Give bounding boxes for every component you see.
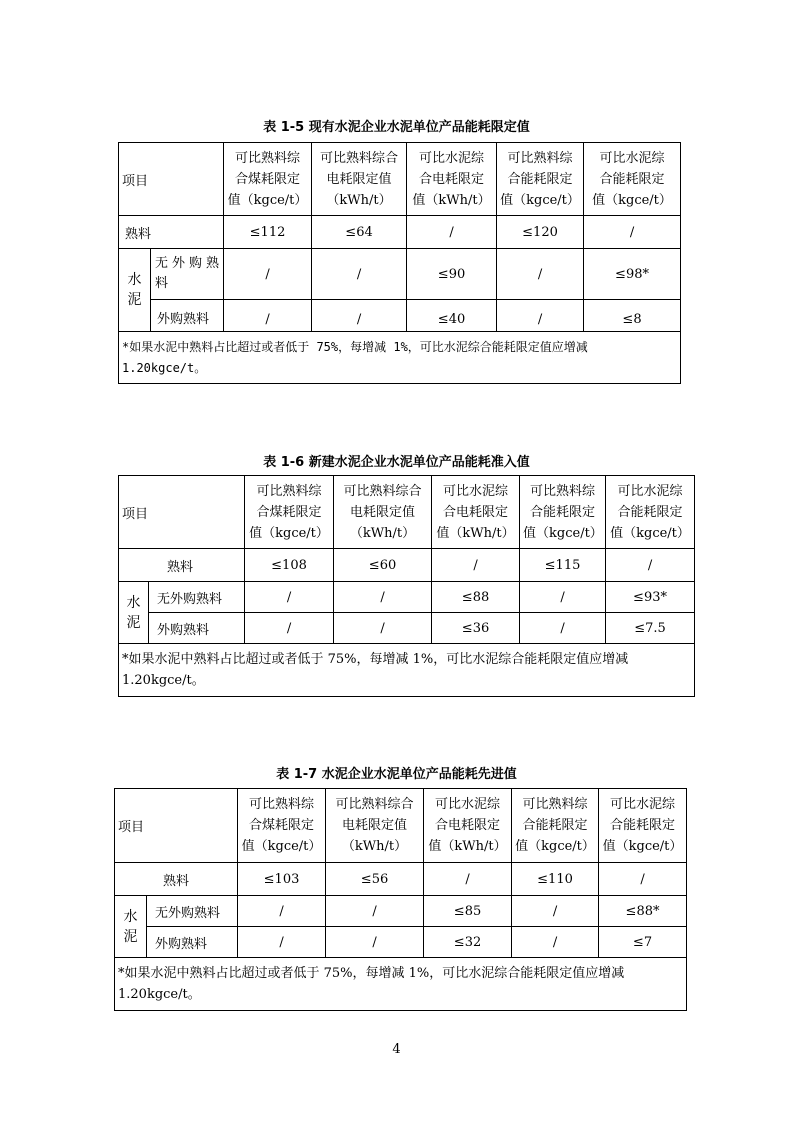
header-cell: 可比水泥综 合能耗限定 值（kgce/t）	[584, 143, 681, 216]
header-cell: 可比熟料综 合煤耗限定 值（kgce/t）	[238, 789, 326, 863]
row-label-no-purchased-clinker: 无外购熟料	[149, 582, 245, 613]
value-cell: ≤103	[238, 863, 326, 896]
row-label-clinker: 熟料	[119, 216, 224, 249]
value-cell: ≤7.5	[606, 613, 695, 644]
value-cell: ≤88	[432, 582, 520, 613]
page-number: 4	[392, 1042, 401, 1057]
value-cell: ≤64	[312, 216, 407, 249]
value-cell: ≤98*	[584, 249, 681, 300]
value-cell: /	[424, 863, 512, 896]
row-label-purchased-clinker: 外购熟料	[147, 927, 238, 958]
value-cell: ≤56	[326, 863, 424, 896]
value-cell: /	[599, 863, 687, 896]
table-caption: 表 1-5 现有水泥企业水泥单位产品能耗限定值	[263, 120, 530, 135]
energy-table	[118, 142, 681, 384]
table-caption: 表 1-7 水泥企业水泥单位产品能耗先进值	[276, 767, 517, 782]
table-footnote: *如果水泥中熟料占比超过或者低于 75%，每增减 1%，可比水泥综合能耗限定值应增减 1.20kgce/t。	[119, 332, 681, 384]
header-cell: 可比水泥综 合电耗限定 值（kWh/t）	[432, 476, 520, 549]
value-cell: ≤85	[424, 896, 512, 927]
header-cell: 可比水泥综 合能耗限定 值（kgce/t）	[599, 789, 687, 863]
value-cell: /	[238, 927, 326, 958]
value-cell: ≤7	[599, 927, 687, 958]
value-cell: /	[326, 896, 424, 927]
row-label-purchased-clinker: 外购熟料	[149, 613, 245, 644]
value-cell: ≤108	[245, 549, 334, 582]
value-cell: ≤8	[584, 300, 681, 332]
value-cell: /	[512, 927, 599, 958]
value-cell: ≤93*	[606, 582, 695, 613]
item-header: 项目	[119, 143, 224, 216]
value-cell: /	[224, 249, 312, 300]
value-cell: /	[497, 249, 584, 300]
value-cell: /	[245, 613, 334, 644]
header-cell: 可比熟料综合 电耗限定值 （kWh/t）	[312, 143, 407, 216]
item-header: 项目	[115, 789, 238, 863]
value-cell: /	[326, 927, 424, 958]
value-cell: /	[224, 300, 312, 332]
table-footnote: *如果水泥中熟料占比超过或者低于 75%，每增减 1%，可比水泥综合能耗限定值应增减 1.20kgce/t。	[115, 958, 687, 1011]
header-cell: 可比熟料综合 电耗限定值 （kWh/t）	[334, 476, 432, 549]
row-label-cement: 水泥	[115, 896, 147, 958]
value-cell: ≤112	[224, 216, 312, 249]
value-cell: /	[238, 896, 326, 927]
header-cell: 可比水泥综 合电耗限定 值（kWh/t）	[424, 789, 512, 863]
value-cell: /	[606, 549, 695, 582]
row-label-purchased-clinker: 外购熟料	[151, 300, 224, 332]
value-cell: /	[584, 216, 681, 249]
energy-table	[114, 788, 687, 1011]
value-cell: ≤120	[497, 216, 584, 249]
value-cell: ≤32	[424, 927, 512, 958]
table-footnote: *如果水泥中熟料占比超过或者低于 75%，每增减 1%，可比水泥综合能耗限定值应增减 1.20kgce/t。	[119, 644, 695, 697]
table-caption: 表 1-6 新建水泥企业水泥单位产品能耗准入值	[263, 455, 530, 470]
energy-table	[118, 475, 695, 697]
value-cell: ≤40	[407, 300, 497, 332]
value-cell: /	[312, 249, 407, 300]
value-cell: ≤88*	[599, 896, 687, 927]
value-cell: /	[512, 896, 599, 927]
header-cell: 可比熟料综 合煤耗限定 值（kgce/t）	[224, 143, 312, 216]
value-cell: /	[432, 549, 520, 582]
header-cell: 可比熟料综 合能耗限定 值（kgce/t）	[512, 789, 599, 863]
value-cell: /	[497, 300, 584, 332]
header-cell: 可比水泥综 合能耗限定 值（kgce/t）	[606, 476, 695, 549]
item-header: 项目	[119, 476, 245, 549]
value-cell: /	[520, 582, 606, 613]
value-cell: /	[334, 613, 432, 644]
row-label-clinker: 熟料	[115, 863, 238, 896]
row-label-clinker: 熟料	[119, 549, 245, 582]
value-cell: /	[245, 582, 334, 613]
value-cell: ≤36	[432, 613, 520, 644]
header-cell: 可比水泥综 合电耗限定 值（kWh/t）	[407, 143, 497, 216]
header-cell: 可比熟料综合 电耗限定值 （kWh/t）	[326, 789, 424, 863]
row-label-cement: 水泥	[119, 582, 149, 644]
value-cell: ≤115	[520, 549, 606, 582]
row-label-no-purchased-clinker: 无外购熟料	[151, 249, 224, 300]
value-cell: ≤60	[334, 549, 432, 582]
value-cell: ≤90	[407, 249, 497, 300]
value-cell: /	[312, 300, 407, 332]
header-cell: 可比熟料综 合能耗限定 值（kgce/t）	[520, 476, 606, 549]
row-label-cement: 水泥	[119, 249, 151, 332]
header-cell: 可比熟料综 合煤耗限定 值（kgce/t）	[245, 476, 334, 549]
value-cell: /	[520, 613, 606, 644]
header-cell: 可比熟料综 合能耗限定 值（kgce/t）	[497, 143, 584, 216]
row-label-no-purchased-clinker: 无外购熟料	[147, 896, 238, 927]
value-cell: /	[334, 582, 432, 613]
value-cell: ≤110	[512, 863, 599, 896]
value-cell: /	[407, 216, 497, 249]
